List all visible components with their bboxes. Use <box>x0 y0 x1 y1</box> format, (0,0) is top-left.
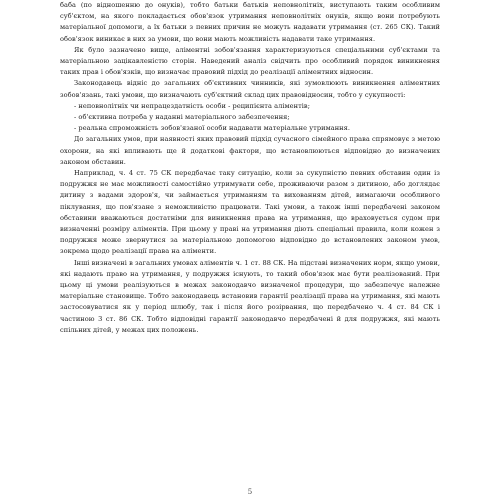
body-text <box>60 0 440 336</box>
page-number: 5 <box>247 488 253 496</box>
paragraph: До загальних умов, при наявності яких правовий підхід сучасного сімейного права спрямовує з метою охорони, на які впливають ще й додаткові фактори, що встановлюються відповідно до визначених законом обставин. <box>60 135 440 166</box>
list-item: - неповнолітніх чи непрацездатність особи - реципієнта аліментів; <box>74 101 310 110</box>
paragraph: Інші визначені в загальних умовах аліментів ч. 1 ст. 88 СК. На підставі визначених норм, якщо умови, які надають право на утримання, у подружжя існують, то такий обов'язок має бути реалізований. При цьому ці умови реалізуються в межах законодавчо визначеної процедури, що забезпечує належне матеріальне становище. Тобто законодавець встановив гарантії реалізації права на утримання, які мають застосовуватися як у період шлюбу, так і після його розірвання, що передбачено ч. 4 ст. 84 СК і частиною 3 ст. 86 СК. Тобто відповідні гарантії законодавчо передбачені й для подружжя, які мають спільних дітей, у межах цих положень. <box>60 258 440 334</box>
list-item: - реальна спроможність зобов'язаної особи надавати матеріальне утримання. <box>74 124 350 133</box>
paragraph: Законодавець відніс до загальних об'єктивних чинників, які зумовлюють виникнення аліментних зобов'язань, такі умови, що визначають суб'єктний склад цих правовідносин, тобто у сукупності: <box>60 79 440 99</box>
paragraph: баба (по відношенню до онуків), тобто батьки батьків неповнолітніх, виступають таким особливим суб'єктом, на якого покладається обов'язок утримання неповнолітніх онуків, якщо вони потребують матеріальної допомоги, а їх батьки з певних причин не можуть надавати утримання (ст. 265 СК). Такий обов'язок виникає в них за умови, що вони мають можливість надавати таке утримання. <box>60 1 440 43</box>
conditions-list <box>60 101 440 135</box>
paragraph: Наприклад, ч. 4 ст. 75 СК передбачає таку ситуацію, коли за сукупністю певних обставин один із подружжя не має можливості самостійно утримувати себе, проживаючи разом з дитиною, або доглядає дитину з вадами здоров'я, чи займається утриманням та вихованням дітей, вимагаючи особливого піклування, що пов'язане з неможливістю працювати. Такі умови, а також інші передбачені законом обставини вважаються достатніми для виникнення права на утримання, що враховується судом при визначенні розміру аліментів. При цьому у праві на утримання діють спеціальні правила, коли кожен з подружжя може звернутися за матеріальною допомогою відповідно до встановлених законом умов, зокрема щодо реалізації права на аліменти. <box>60 169 440 256</box>
list-item: - об'єктивна потреба у наданні матеріального забезпечення; <box>74 113 290 122</box>
paragraph: Як було зазначено вище, аліментні зобов'язання характеризуються спеціальними суб'єктами та матеріальною зацікавленістю сторін. Наведений аналіз свідчить про особливий порядок виникнення таких прав і обов'язків, що визначає правовий підхід до реалізації аліментних відносин. <box>60 45 440 77</box>
